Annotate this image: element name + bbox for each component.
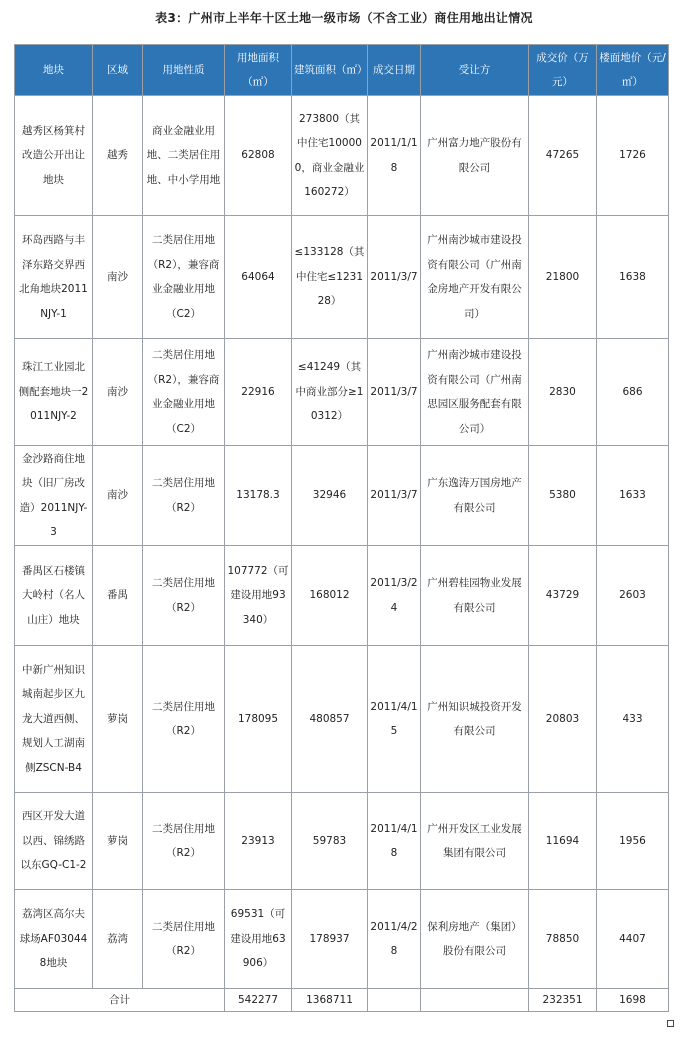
total-land-area: 542277 (225, 989, 292, 1012)
cell-date: 2011/4/28 (368, 890, 421, 989)
col-header-land-use: 用地性质 (143, 45, 225, 96)
cell-date: 2011/4/15 (368, 646, 421, 793)
table-row (15, 546, 669, 646)
cell-land-use: 二类居住用地（R2），兼容商业金融业用地（C2） (143, 339, 225, 446)
cell-unit-price: 1638 (597, 216, 669, 339)
total-floor-area: 1368711 (292, 989, 368, 1012)
total-label: 合计 (15, 989, 225, 1012)
col-header-land-area: 用地面积（㎡） (225, 45, 292, 96)
cell-land-area: 178095 (225, 646, 292, 793)
cell-land-use: 商业金融业用地、二类居住用地、中小学用地 (143, 96, 225, 216)
cell-unit-price: 1633 (597, 446, 669, 546)
cell-floor-area: ≤41249（其中商业部分≥10312） (292, 339, 368, 446)
cell-price: 11694 (529, 793, 597, 890)
cell-floor-area: 59783 (292, 793, 368, 890)
total-unit-price: 1698 (597, 989, 669, 1012)
col-header-floor-area: 建筑面积（㎡） (292, 45, 368, 96)
cell-land-use: 二类居住用地（R2） (143, 646, 225, 793)
cell-district: 南沙 (93, 216, 143, 339)
col-header-district: 区域 (93, 45, 143, 96)
cell-plot: 番禺区石楼镇大岭村（名人山庄）地块 (15, 546, 93, 646)
cell-plot: 西区开发大道以西、锦绣路以东GQ-C1-2 (15, 793, 93, 890)
cell-date: 2011/3/7 (368, 216, 421, 339)
cell-land-use: 二类居住用地（R2） (143, 446, 225, 546)
cell-plot: 中新广州知识城南起步区九龙大道西侧、规划人工湖南侧ZSCN-B4 (15, 646, 93, 793)
table-row (15, 96, 669, 216)
cell-land-use: 二类居住用地（R2） (143, 793, 225, 890)
cell-buyer: 保利房地产（集团）股份有限公司 (421, 890, 529, 989)
cell-land-area: 69531（可建设用地63906） (225, 890, 292, 989)
table-row (15, 890, 669, 989)
cell-plot: 珠江工业园北侧配套地块一2011NJY-2 (15, 339, 93, 446)
col-header-price: 成交价（万元） (529, 45, 597, 96)
cell-land-use: 二类居住用地（R2） (143, 546, 225, 646)
cell-land-area: 62808 (225, 96, 292, 216)
header-row (15, 45, 669, 96)
col-header-buyer: 受让方 (421, 45, 529, 96)
table-row (15, 793, 669, 890)
total-date (368, 989, 421, 1012)
land-transfer-table (14, 44, 669, 1012)
cell-buyer: 广州知识城投资开发有限公司 (421, 646, 529, 793)
cell-unit-price: 2603 (597, 546, 669, 646)
total-price: 232351 (529, 989, 597, 1012)
table-row (15, 646, 669, 793)
table-title: 表3：广州市上半年十区土地一级市场（不含工业）商住用地出让情况 (155, 11, 533, 25)
cell-district: 荔湾 (93, 890, 143, 989)
cell-district: 番禺 (93, 546, 143, 646)
cell-unit-price: 686 (597, 339, 669, 446)
cell-land-area: 22916 (225, 339, 292, 446)
total-buyer (421, 989, 529, 1012)
cell-price: 20803 (529, 646, 597, 793)
cell-unit-price: 1726 (597, 96, 669, 216)
table-row (15, 446, 669, 546)
cell-district: 萝岗 (93, 793, 143, 890)
cell-date: 2011/3/7 (368, 339, 421, 446)
cell-unit-price: 1956 (597, 793, 669, 890)
cell-date: 2011/4/18 (368, 793, 421, 890)
cell-land-area: 64064 (225, 216, 292, 339)
cell-price: 21800 (529, 216, 597, 339)
total-row (15, 989, 669, 1012)
cell-buyer: 广州富力地产股份有限公司 (421, 96, 529, 216)
cell-buyer: 广州碧桂园物业发展有限公司 (421, 546, 529, 646)
table-row (15, 216, 669, 339)
cell-floor-area: 178937 (292, 890, 368, 989)
cell-unit-price: 4407 (597, 890, 669, 989)
cell-date: 2011/3/24 (368, 546, 421, 646)
cell-land-use: 二类居住用地（R2） (143, 890, 225, 989)
cell-district: 南沙 (93, 446, 143, 546)
cell-unit-price: 433 (597, 646, 669, 793)
cell-floor-area: ≤133128（其中住宅≤123128） (292, 216, 368, 339)
cell-price: 43729 (529, 546, 597, 646)
cell-price: 5380 (529, 446, 597, 546)
cell-plot: 环岛西路与丰泽东路交界西北角地块2011NJY-1 (15, 216, 93, 339)
table-resize-handle[interactable] (667, 1020, 674, 1027)
cell-district: 越秀 (93, 96, 143, 216)
cell-floor-area: 32946 (292, 446, 368, 546)
cell-plot: 金沙路商住地块（旧厂房改造）2011NJY-3 (15, 446, 93, 546)
cell-buyer: 广州开发区工业发展集团有限公司 (421, 793, 529, 890)
cell-date: 2011/3/7 (368, 446, 421, 546)
table-row (15, 339, 669, 446)
cell-buyer: 广州南沙城市建设投资有限公司（广州南思园区服务配套有限公司） (421, 339, 529, 446)
cell-buyer: 广东逸涛万国房地产有限公司 (421, 446, 529, 546)
col-header-date: 成交日期 (368, 45, 421, 96)
cell-floor-area: 480857 (292, 646, 368, 793)
cell-buyer: 广州南沙城市建设投资有限公司（广州南金房地产开发有限公司） (421, 216, 529, 339)
cell-price: 47265 (529, 96, 597, 216)
col-header-plot: 地块 (15, 45, 93, 96)
cell-price: 2830 (529, 339, 597, 446)
cell-district: 南沙 (93, 339, 143, 446)
cell-price: 78850 (529, 890, 597, 989)
cell-land-use: 二类居住用地（R2），兼容商业金融业用地（C2） (143, 216, 225, 339)
cell-land-area: 13178.3 (225, 446, 292, 546)
col-header-unit-price: 楼面地价（元/㎡） (597, 45, 669, 96)
cell-district: 萝岗 (93, 646, 143, 793)
cell-plot: 越秀区杨箕村改造公开出让地块 (15, 96, 93, 216)
cell-floor-area: 168012 (292, 546, 368, 646)
cell-floor-area: 273800（其中住宅100000，商业金融业160272） (292, 96, 368, 216)
cell-land-area: 23913 (225, 793, 292, 890)
cell-plot: 荔湾区高尔夫球场AF030448地块 (15, 890, 93, 989)
cell-date: 2011/1/18 (368, 96, 421, 216)
cell-land-area: 107772（可建设用地93340） (225, 546, 292, 646)
